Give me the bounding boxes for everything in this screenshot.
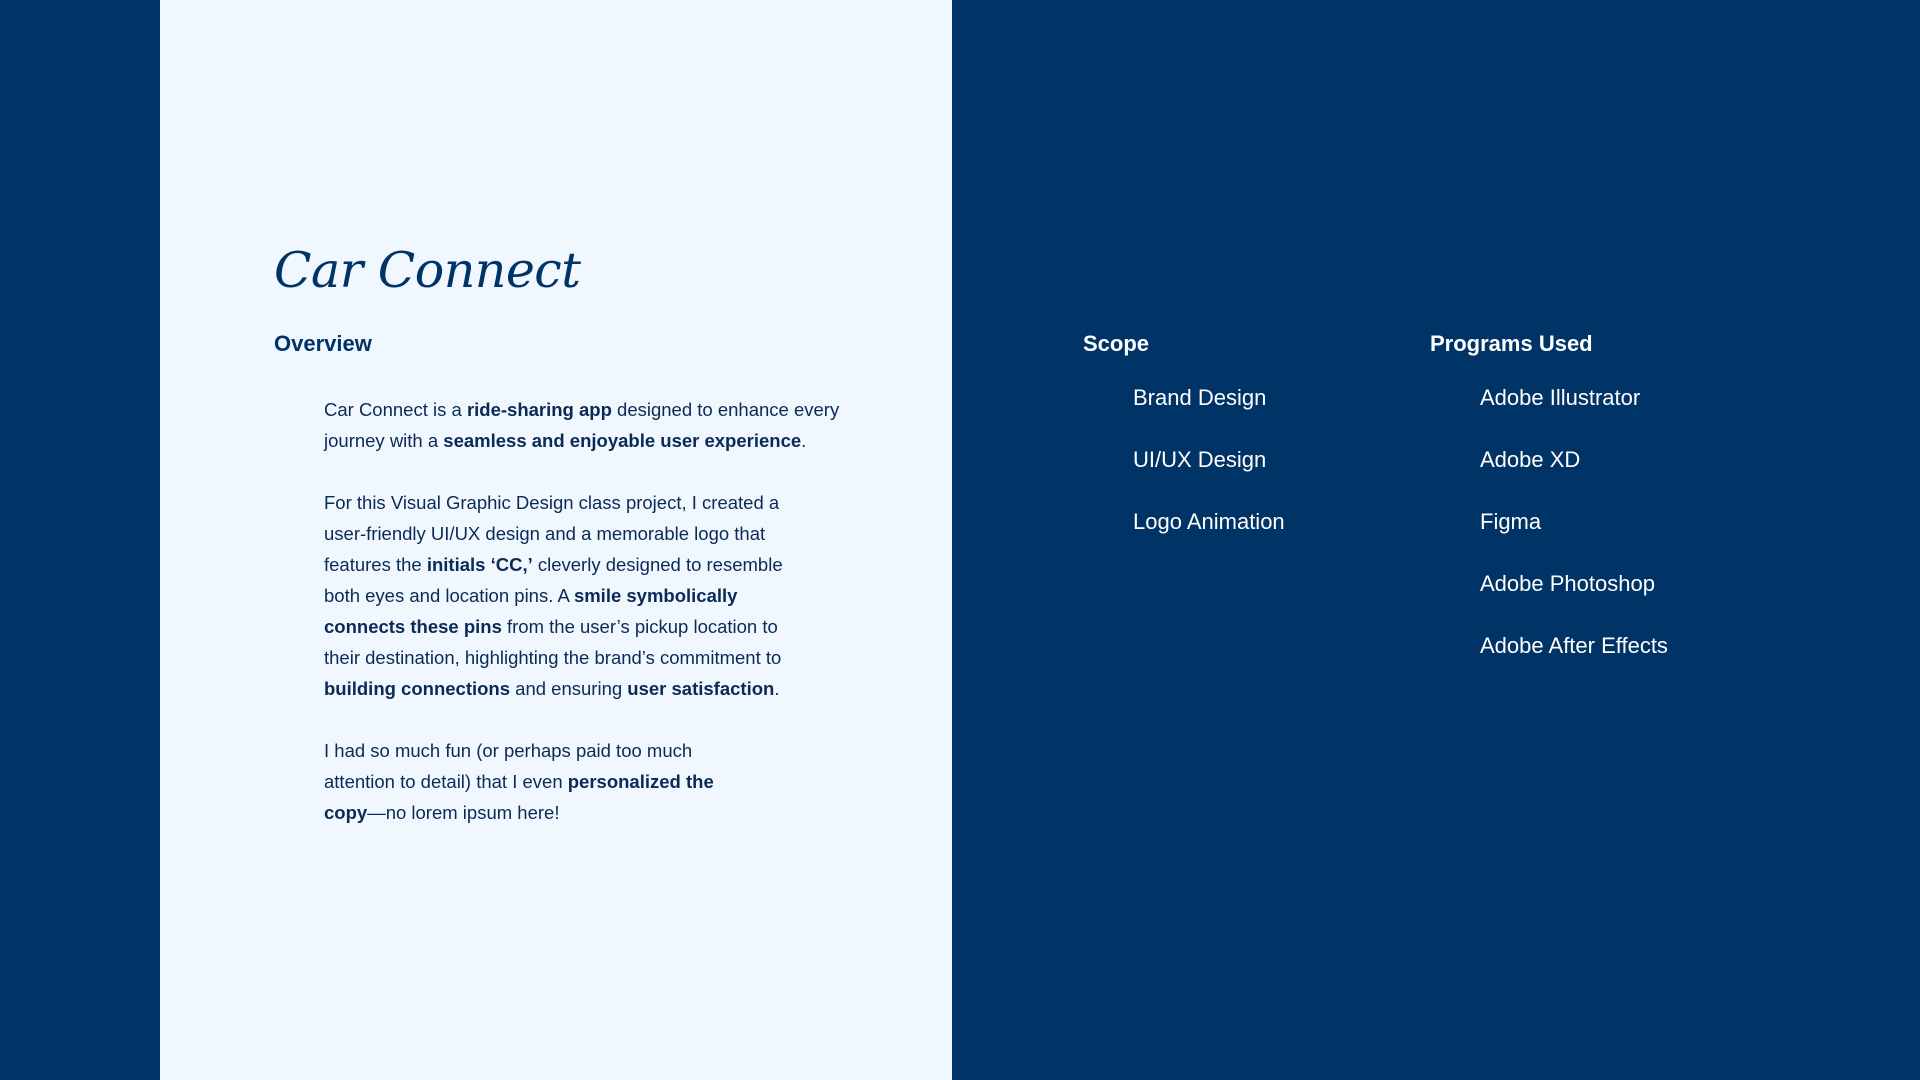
program-item: Adobe After Effects <box>1480 633 1668 658</box>
overview-panel <box>160 0 952 1080</box>
text-run: For this Visual Graphic Design class project, I created a user-friendly UI/UX design and a memorable logo that features the <box>324 492 780 575</box>
program-item: Adobe Illustrator <box>1480 385 1641 410</box>
scope-section <box>1083 331 1285 571</box>
text-run: designed to enhance every journey with a <box>324 399 840 451</box>
text-run: . <box>774 678 780 699</box>
programs-list <box>1480 385 1668 695</box>
scope-list <box>1133 385 1285 571</box>
scope-item: UI/UX Design <box>1133 447 1267 472</box>
text-run: cleverly designed to resemble both eyes and location pins. A <box>324 554 783 606</box>
emphasis-text: personalized the copy <box>324 771 714 823</box>
emphasis-text: initials ‘CC,’ <box>426 554 533 575</box>
emphasis-text: building connections <box>324 678 511 699</box>
emphasis-text: smile symbolically connects these pins <box>324 585 738 637</box>
text-run: —no lorem ipsum here! <box>367 802 560 823</box>
overview-paragraph-2 <box>324 487 814 704</box>
page-title: Car Connect <box>274 242 581 299</box>
program-item: Figma <box>1480 509 1542 534</box>
program-item: Adobe Photoshop <box>1480 571 1655 596</box>
overview-heading: Overview <box>274 331 372 356</box>
emphasis-text: seamless and enjoyable user experience <box>443 430 802 451</box>
text-run: . <box>801 430 807 451</box>
text-run: Car Connect is a <box>324 399 467 420</box>
text-run: from the user’s pickup location to their destination, highlighting the brand’s commitment to <box>324 616 782 668</box>
programs-section <box>1430 331 1668 695</box>
scope-heading: Scope <box>1083 331 1150 356</box>
programs-heading: Programs Used <box>1430 331 1593 356</box>
program-item: Adobe XD <box>1480 447 1581 472</box>
scope-item: Logo Animation <box>1133 509 1285 534</box>
text-run: and ensuring <box>510 678 628 699</box>
scope-item: Brand Design <box>1133 385 1267 410</box>
overview-paragraph-3 <box>324 735 724 828</box>
emphasis-text: ride-sharing app <box>466 399 612 420</box>
overview-paragraph-1 <box>324 394 904 456</box>
text-run: I had so much fun (or perhaps paid too much attention to detail) that I even <box>324 740 693 792</box>
emphasis-text: user satisfaction <box>627 678 775 699</box>
